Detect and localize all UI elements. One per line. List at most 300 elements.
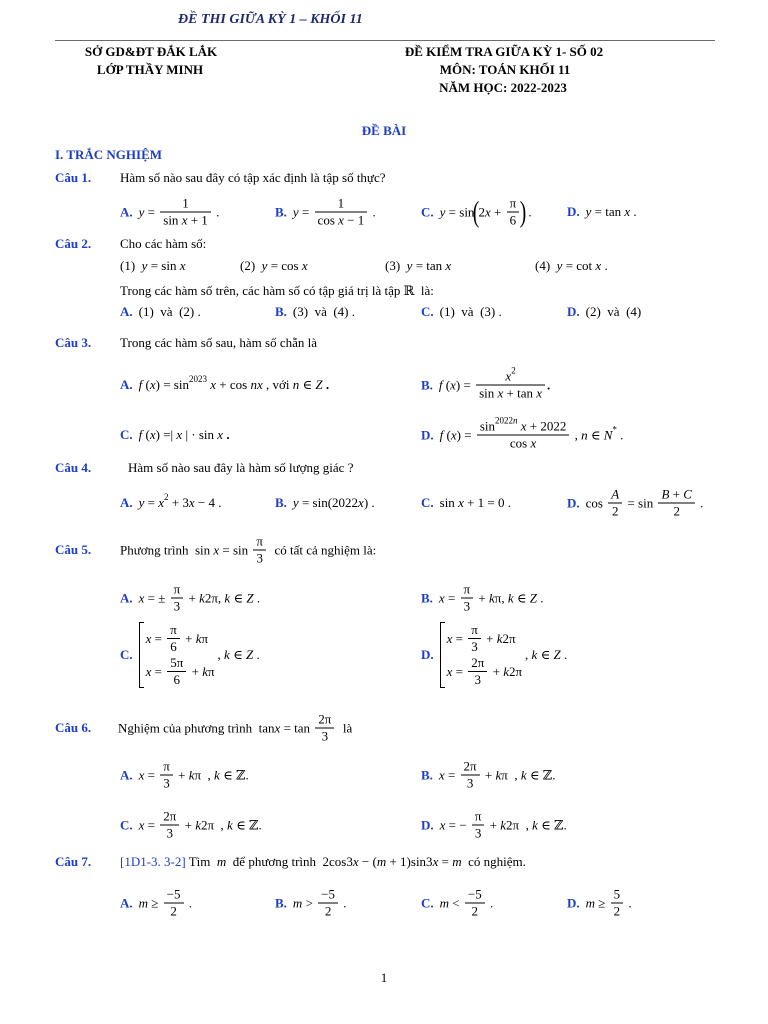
math-text: 6 [509, 212, 517, 228]
math-variable: x [595, 258, 602, 273]
math-text: = sin [445, 204, 475, 219]
math-text: ) =| [155, 427, 177, 442]
math-text: cos [585, 495, 607, 510]
math-text: 2023 [188, 374, 207, 384]
math-variable: k [202, 663, 208, 679]
question-2-function-1 [120, 258, 186, 274]
math-text: + 1 = 0 . [463, 495, 512, 510]
math-variable: f [138, 427, 143, 442]
math-variable: m [452, 854, 462, 869]
option-letter: D. [567, 304, 580, 319]
fraction [461, 582, 474, 615]
math-text: sin [439, 495, 459, 510]
math-text: 3 [321, 728, 329, 744]
math-variable: B [661, 486, 670, 502]
math-text: (2) và (4) [585, 304, 642, 319]
question-4-label: Câu 4. [55, 460, 92, 475]
fraction [167, 622, 180, 655]
fraction-numerator [160, 196, 211, 212]
math-text: = [144, 767, 159, 782]
fraction-denominator [318, 903, 338, 920]
math-variable: x [213, 542, 220, 557]
math-text: . [253, 647, 260, 662]
question-1-option-d [567, 204, 637, 220]
option-letter: A. [120, 204, 133, 219]
math-text: . [369, 204, 376, 219]
fraction-denominator [164, 903, 184, 920]
option-expression [586, 204, 637, 220]
option-letter: D. [421, 817, 434, 832]
math-text: π [170, 622, 177, 637]
math-text: 2 [478, 204, 485, 219]
fraction-denominator [611, 903, 624, 920]
math-text: ∈ ℤ. [232, 817, 262, 832]
option-expression [139, 887, 192, 920]
math-text: . [536, 590, 544, 605]
fraction [507, 196, 520, 229]
math-text: 2 [170, 903, 177, 919]
math-text: = tan [280, 720, 314, 735]
question-6-stem [118, 712, 352, 745]
math-text: π [173, 581, 181, 597]
math-variable: x [338, 212, 344, 228]
fraction [658, 487, 694, 520]
math-text: = [144, 495, 159, 510]
math-variable: x [624, 204, 631, 219]
question-2-option-a [120, 304, 201, 320]
fraction [160, 196, 211, 229]
math-variable: k [188, 767, 195, 782]
question-4-option-c [421, 495, 511, 511]
math-text: 2 [673, 503, 680, 519]
math-text: − ( [358, 854, 377, 869]
fraction-numerator [167, 622, 180, 638]
math-text: + [185, 590, 200, 605]
math-text: . [630, 204, 637, 219]
question-tag: [1D1-3. 3-2] [120, 854, 186, 869]
fraction-numerator [167, 655, 186, 671]
question-5-option-d [421, 622, 567, 688]
fraction-numerator [253, 534, 266, 550]
option-letter: B. [421, 590, 433, 605]
fraction-denominator [160, 775, 173, 792]
math-text: = ± [144, 590, 169, 605]
math-text: . [547, 377, 551, 392]
math-text: + [481, 767, 496, 782]
math-text: ∈ [299, 377, 316, 392]
math-text: ( [142, 377, 150, 392]
math-variable: x [145, 663, 152, 679]
math-text: ) = [455, 377, 475, 392]
math-text: ) = [456, 427, 475, 442]
option-letter: A. [120, 377, 133, 392]
math-text: 3 [466, 775, 474, 791]
option-expression [439, 582, 544, 615]
math-text: (3) [385, 258, 407, 273]
fraction-numerator [315, 196, 368, 212]
fraction-numerator [476, 365, 545, 385]
math-variable: m [292, 895, 303, 910]
question-7-option-d [567, 887, 632, 920]
header-rule [55, 40, 715, 41]
fraction [171, 582, 184, 615]
superscript [164, 492, 169, 502]
fraction [477, 415, 570, 452]
question-2-stem [120, 236, 206, 252]
question-1-option-c [421, 196, 532, 229]
math-text: . [696, 495, 704, 510]
fraction-denominator [461, 775, 480, 792]
math-variable: x [274, 720, 281, 735]
fraction-numerator [477, 415, 570, 435]
math-text: 6 [173, 672, 181, 687]
math-text: . [560, 647, 568, 662]
math-text: ( [142, 427, 150, 442]
math-text: ∈ [513, 590, 530, 605]
math-variable: y [138, 204, 145, 219]
math-variable: x [138, 767, 145, 782]
option-expression [293, 196, 376, 229]
math-text: 2π, [204, 590, 225, 605]
math-text: . [625, 895, 632, 910]
math-text: π [163, 758, 170, 774]
math-text: = sin [147, 258, 180, 273]
option-expression [586, 887, 632, 920]
math-variable: x [301, 258, 308, 273]
option-letter: D. [567, 495, 580, 510]
test-name: ĐỀ KIỂM TRA GIỮA KỲ 1- SỐ 02 [404, 44, 604, 59]
option-expression [293, 495, 375, 511]
math-variable: k [224, 647, 230, 662]
fraction-denominator [468, 671, 487, 688]
math-text: π [256, 533, 263, 549]
math-text: 3 [163, 775, 170, 791]
fraction-numerator [468, 655, 487, 671]
math-variable: x [505, 368, 512, 384]
fraction [167, 655, 186, 688]
math-text: , [217, 647, 225, 662]
math-variable: m [376, 854, 387, 869]
math-text: ) . [363, 495, 375, 510]
math-variable: m [138, 895, 149, 910]
math-text: −5 [467, 886, 482, 902]
math-text: Phương trình sin [120, 542, 214, 557]
fraction-denominator [472, 825, 485, 842]
question-1-option-a [120, 196, 219, 229]
math-variable: f [138, 377, 143, 392]
question-3-option-b [421, 365, 551, 402]
math-variable: x [352, 854, 359, 869]
option-letter: D. [567, 895, 580, 910]
math-text: . [322, 377, 330, 392]
system-line [447, 622, 522, 655]
department-name: SỞ GD&ĐT ĐẮK LẮK [84, 44, 218, 59]
math-variable: k [227, 817, 233, 832]
fraction-denominator [461, 598, 474, 615]
fraction-numerator [658, 487, 694, 503]
option-letter: B. [275, 895, 287, 910]
question-3-option-d [421, 415, 624, 452]
math-variable: k [224, 590, 231, 605]
math-text: ( [442, 377, 451, 392]
fraction-denominator [167, 671, 186, 688]
math-text: π [463, 581, 471, 597]
math-text: + [486, 817, 501, 832]
question-1-label: Câu 1. [55, 170, 92, 185]
big-parenthesis: ( [473, 195, 480, 228]
math-text: (1) và (2) . [138, 304, 201, 319]
option-letter: C. [120, 647, 133, 662]
math-variable: x [530, 435, 537, 451]
math-text: = cos [267, 258, 302, 273]
math-variable: k [495, 767, 502, 782]
option-expression [440, 887, 494, 920]
fraction-denominator [167, 638, 180, 655]
math-text: ( [443, 427, 451, 442]
fraction-denominator [315, 728, 334, 745]
fraction [608, 487, 622, 520]
option-letter: B. [421, 767, 433, 782]
fraction-denominator [465, 903, 485, 920]
math-text: cos [509, 435, 531, 451]
option-letter: A. [120, 304, 133, 319]
math-text: + [669, 486, 684, 502]
math-text: + 2022 [526, 418, 567, 434]
option-expression [293, 887, 347, 920]
fraction-denominator [608, 503, 622, 520]
math-text: có tất cả nghiệm là: [268, 542, 377, 557]
math-text: + [482, 630, 497, 646]
math-text: , với [262, 377, 293, 392]
math-text: + cos [216, 377, 251, 392]
equation-system [440, 622, 522, 688]
math-text: + 1)sin3 [386, 854, 433, 869]
fraction-numerator [461, 759, 480, 775]
math-text: π , [194, 767, 215, 782]
fraction [164, 887, 184, 920]
math-text: π [471, 622, 478, 637]
option-expression [586, 487, 704, 520]
fraction-numerator [315, 712, 334, 728]
math-text: = sin [624, 495, 657, 510]
option-letter: C. [120, 427, 133, 442]
question-1-option-b [275, 196, 376, 229]
math-text: , [571, 427, 582, 442]
fraction-numerator [611, 887, 624, 903]
math-variable: x [149, 427, 156, 442]
fraction-numerator [472, 809, 485, 825]
fraction-numerator [171, 582, 184, 598]
question-6-option-b [421, 759, 555, 792]
school-year: NĂM HỌC: 2022-2023 [439, 80, 567, 95]
math-variable: x [149, 377, 156, 392]
fraction [468, 622, 481, 655]
option-letter: D. [421, 647, 434, 662]
math-variable: Z [553, 647, 561, 662]
math-variable: k [531, 647, 538, 662]
fraction [160, 809, 179, 842]
fraction [315, 712, 334, 745]
math-text: cos [317, 212, 339, 228]
math-variable: x [446, 630, 453, 646]
question-6-option-a [120, 759, 249, 792]
superscript [189, 374, 207, 384]
math-text: = sin(2022 [298, 495, 359, 510]
fraction-denominator [658, 503, 694, 520]
fraction-numerator [507, 196, 520, 212]
math-variable: n [581, 427, 588, 442]
math-text: < [449, 895, 463, 910]
math-text: ∈ ℤ. [526, 767, 556, 782]
math-text: = [151, 663, 166, 679]
math-text: ∈ ℤ. [219, 767, 249, 782]
math-variable: x [484, 204, 491, 219]
math-variable: Z [246, 590, 254, 605]
math-variable: m [216, 854, 227, 869]
math-variable: k [214, 767, 220, 782]
math-text: ) = sin [155, 377, 189, 392]
fraction-denominator [507, 212, 520, 229]
math-variable: x [450, 427, 457, 442]
math-variable: k [195, 630, 202, 646]
math-variable: k [500, 817, 507, 832]
math-text: 2 [511, 365, 516, 375]
math-variable: N [603, 427, 613, 442]
math-text: 2π [463, 758, 477, 774]
math-text: 2 [324, 903, 332, 919]
math-text: + 3 [168, 495, 189, 510]
subject-line: MÔN: TOÁN KHỐI 11 [439, 62, 571, 77]
math-text: + [188, 663, 203, 679]
math-text: Hàm số nào sau đây là hàm số lượng giác ? [128, 460, 354, 475]
option-letter: C. [421, 304, 434, 319]
math-text: * [612, 424, 617, 434]
math-variable: y [138, 495, 145, 510]
math-text: + [174, 767, 189, 782]
math-variable: k [195, 817, 201, 832]
math-text: 3 [474, 672, 482, 687]
math-text: + 1 [187, 212, 208, 228]
math-variable: x [217, 427, 224, 442]
math-variable: nx [250, 377, 263, 392]
math-variable: k [503, 663, 509, 679]
math-text: = [151, 630, 166, 646]
fraction-numerator [160, 809, 179, 825]
math-text: Nghiệm của phương trình tan [118, 720, 275, 735]
math-text: 3 [463, 598, 471, 614]
option-letter: B. [421, 377, 433, 392]
system-line [146, 622, 215, 655]
option-expression [293, 304, 355, 320]
question-6-label: Câu 6. [55, 720, 92, 735]
math-variable: x [446, 663, 453, 679]
option-letter: A. [120, 590, 133, 605]
fraction [472, 809, 485, 842]
math-text: = [438, 854, 453, 869]
math-text: 5 [613, 886, 621, 902]
math-text: . [616, 427, 624, 442]
math-variable: x [497, 385, 504, 401]
math-variable: k [199, 590, 205, 605]
superscript [495, 415, 518, 425]
question-7-option-b [275, 887, 347, 920]
question-2-stem-continued [120, 283, 434, 299]
math-text: , [525, 647, 532, 662]
math-text: 2π [502, 630, 516, 646]
option-letter: C. [421, 204, 434, 219]
question-3-option-c [120, 427, 230, 443]
math-text: = sin [219, 542, 252, 557]
math-text: (1) và (3) . [439, 304, 502, 319]
math-variable: y [556, 258, 563, 273]
math-text: = cot [562, 258, 596, 273]
option-expression [139, 622, 260, 688]
math-text: . [486, 895, 494, 910]
math-variable: x [458, 495, 464, 510]
math-text: + [490, 204, 505, 219]
question-7-stem [120, 854, 526, 870]
question-4-option-b [275, 495, 375, 511]
fraction-denominator [253, 550, 266, 567]
math-text: 5π [170, 655, 184, 670]
question-1-stem [120, 170, 386, 186]
math-text: . [185, 895, 193, 910]
fraction [465, 887, 485, 920]
fraction [461, 759, 480, 792]
math-text: −5 [321, 886, 335, 902]
math-text: . [223, 427, 230, 442]
exam-title: ĐỀ THI GIỮA KỲ 1 – KHỐI 11 [178, 12, 363, 27]
option-expression [139, 582, 260, 615]
fraction [476, 365, 545, 402]
math-text: 2 [471, 903, 479, 919]
option-letter: C. [120, 817, 133, 832]
option-expression [440, 622, 568, 688]
question-5-option-c [120, 622, 260, 688]
math-variable: k [496, 630, 503, 646]
option-expression [438, 365, 551, 402]
math-text: ≥ [148, 895, 162, 910]
system-line [447, 655, 522, 688]
question-4-option-a [120, 492, 222, 511]
option-letter: B. [275, 204, 287, 219]
option-letter: C. [421, 895, 434, 910]
option-expression [139, 759, 249, 792]
math-text: Trong các hàm số sau, hàm số chẵn là [120, 335, 318, 350]
math-text: (2) [240, 258, 262, 273]
math-variable: Z [529, 590, 537, 605]
math-variable: x [438, 767, 445, 782]
math-text: 2π [318, 711, 332, 727]
superscript [511, 365, 516, 375]
fraction-numerator [465, 887, 485, 903]
option-expression [440, 196, 532, 229]
math-text: 2022 [494, 415, 513, 425]
math-text: 3 [256, 550, 263, 566]
fraction-numerator [164, 887, 184, 903]
math-variable: n [512, 415, 518, 425]
fraction-denominator [171, 598, 184, 615]
fraction [253, 534, 266, 567]
question-5-option-b [421, 582, 543, 615]
math-text: + tan [503, 385, 537, 401]
option-letter: B. [275, 304, 287, 319]
section-title: I. TRẮC NGHIỆM [55, 147, 163, 162]
math-text: = [452, 663, 467, 679]
math-text: ∈ [229, 647, 246, 662]
math-variable: m [439, 895, 450, 910]
fraction [468, 655, 487, 688]
